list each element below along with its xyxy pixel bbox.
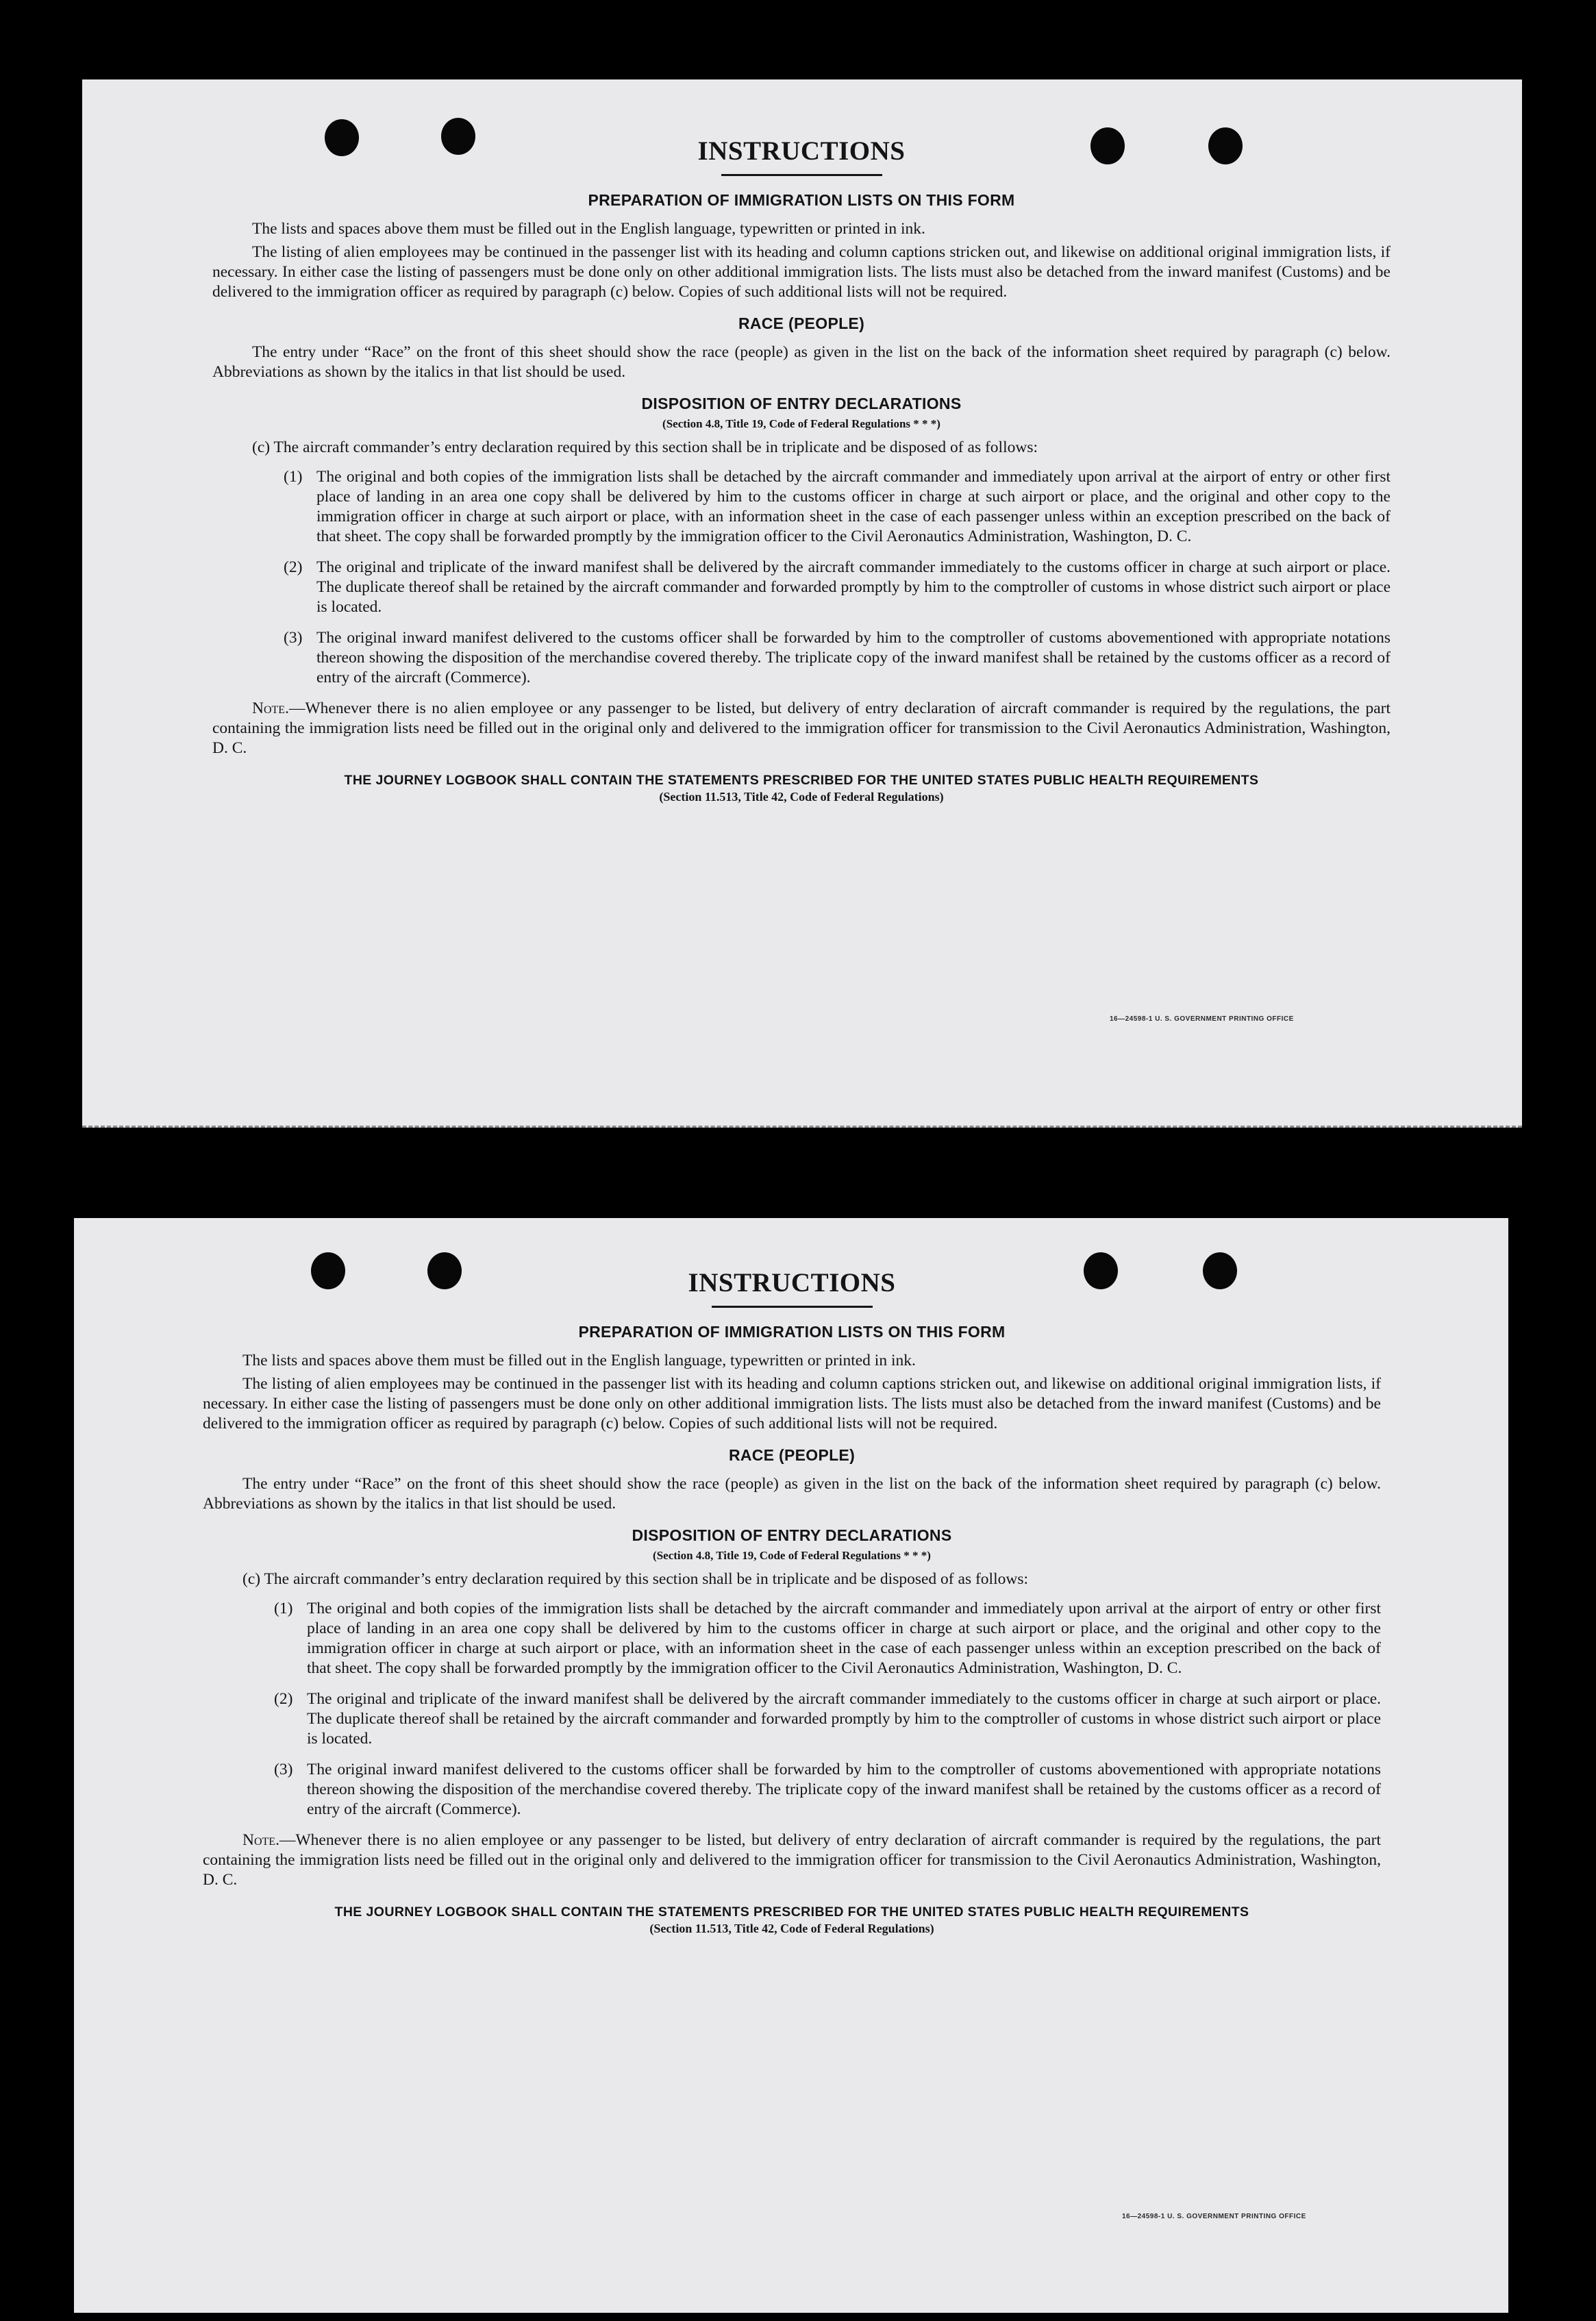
preparation-paragraph-1: The lists and spaces above them must be filled out in the English language, typewritten or printed in ink. [242, 1352, 916, 1369]
title-underline [712, 1306, 873, 1308]
closing-citation: (Section 11.513, Title 42, Code of Federal Regulations) [649, 1922, 934, 1935]
note-label: Note. [252, 699, 289, 717]
race-paragraph: The entry under “Race” on the front of this sheet should show the race (people) as given in the list on the back of the information sheet required by paragraph (c) below. Abbreviations as shown by the italics in that list should be used. [212, 343, 1391, 381]
item-number: (3) [274, 1761, 293, 1778]
note-text: —Whenever there is no alien employee or any passenger to be listed, but delivery of entry declaration of aircraft commander is required by the regulations, the part containing the immigration lists need be filled out in the original only and delivered to the immigration officer for transmission to the Civil Aeronautics Administration, Washington, D. C. [203, 1831, 1381, 1889]
page-title: INSTRUCTIONS [697, 136, 906, 166]
closing-citation: (Section 11.513, Title 42, Code of Federal Regulations) [659, 790, 944, 804]
disposition-citation: (Section 4.8, Title 19, Code of Federal Regulations * * *) [653, 1549, 931, 1562]
note-label: Note. [242, 1831, 279, 1849]
disposition-paragraph-c: (c) The aircraft commander’s entry declaration required by this section shall be in triplicate and be disposed of as follows: [242, 1570, 1028, 1588]
item-number: (1) [274, 1600, 293, 1617]
preparation-paragraph-1: The lists and spaces above them must be filled out in the English language, typewritten or printed in ink. [252, 220, 925, 238]
sheet-content [203, 1267, 1381, 1936]
note-text: —Whenever there is no alien employee or any passenger to be listed, but delivery of entry declaration of aircraft commander is required by the regulations, the part containing the immigration lists need be filled out in the original only and delivered to the immigration officer for transmission to the Civil Aeronautics Administration, Washington, D. C. [212, 699, 1391, 757]
printing-office-imprint: 16—24598-1 U. S. GOVERNMENT PRINTING OFFICE [1122, 2213, 1306, 2220]
item-text: The original and both copies of the immigration lists shall be detached by the aircraft commander and immediately upon arrival at the airport of entry or other first place of landing in an area one copy shall be delivered by him to the customs officer in charge at such airport or place, and the original and other copy to the immigration officer in charge at such airport or place, with an information sheet in the case of each passenger unless within an exception prescribed on the back of that sheet. The copy shall be forwarded promptly by the immigration officer to the Civil Aeronautics Administration, Washington, D. C. [316, 468, 1391, 545]
list-item [203, 1689, 1381, 1749]
item-text: The original inward manifest delivered to the customs officer shall be forwarded by him to the comptroller of customs abovementioned with appropriate notations thereon showing the disposition of the merchandise covered thereby. The triplicate copy of the inward manifest shall be retained by the customs officer as a record of entry of the aircraft (Commerce). [316, 629, 1391, 686]
list-item [212, 628, 1391, 688]
disposition-paragraph-c: (c) The aircraft commander’s entry declaration required by this section shall be in triplicate and be disposed of as follows: [252, 438, 1038, 456]
disposition-citation: (Section 4.8, Title 19, Code of Federal Regulations * * *) [662, 417, 940, 430]
closing-statement: THE JOURNEY LOGBOOK SHALL CONTAIN THE STATEMENTS PRESCRIBED FOR THE UNITED STATES PUBLIC HEALTH REQUIREMENTS [334, 1904, 1249, 1920]
item-number: (3) [284, 629, 303, 647]
list-item [212, 467, 1391, 547]
title-underline [721, 174, 882, 176]
page-title: INSTRUCTIONS [688, 1268, 896, 1298]
item-number: (2) [274, 1690, 293, 1708]
sheet-content [212, 136, 1391, 804]
item-text: The original and triplicate of the inward manifest shall be delivered by the aircraft commander immediately to the customs officer in charge at such airport or place. The duplicate thereof shall be retained by the aircraft commander and forwarded promptly by him to the comptroller of customs in whose district such airport or place is located. [307, 1690, 1381, 1748]
section-heading-disposition: DISPOSITION OF ENTRY DECLARATIONS [641, 395, 962, 412]
list-item [212, 558, 1391, 617]
item-text: The original and triplicate of the inward manifest shall be delivered by the aircraft commander immediately to the customs officer in charge at such airport or place. The duplicate thereof shall be retained by the aircraft commander and forwarded promptly by him to the comptroller of customs in whose district such airport or place is located. [316, 558, 1391, 616]
section-heading-race: RACE (PEOPLE) [738, 314, 865, 332]
perforation-line [82, 1126, 1522, 1128]
instruction-sheet-bottom [74, 1218, 1508, 2313]
note-paragraph [212, 699, 1391, 758]
list-item [203, 1599, 1381, 1678]
item-text: The original inward manifest delivered to the customs officer shall be forwarded by him to the comptroller of customs abovementioned with appropriate notations thereon showing the disposition of the merchandise covered thereby. The triplicate copy of the inward manifest shall be retained by the customs officer as a record of entry of the aircraft (Commerce). [307, 1761, 1381, 1818]
instruction-sheet-top [82, 79, 1522, 1128]
item-number: (2) [284, 558, 303, 576]
preparation-paragraph-2: The listing of alien employees may be continued in the passenger list with its heading and column captions stricken out, and likewise on additional original immigration lists, if necessary. In either case the listing of passengers must be done only on other additional immigration lists. The lists must also be detached from the inward manifest (Customs) and be delivered to the immigration officer as required by paragraph (c) below. Copies of such additional lists will not be required. [212, 243, 1391, 301]
item-text: The original and both copies of the immigration lists shall be detached by the aircraft commander and immediately upon arrival at the airport of entry or other first place of landing in an area one copy shall be delivered by him to the customs officer in charge at such airport or place, and the original and other copy to the immigration officer in charge at such airport or place, with an information sheet in the case of each passenger unless within an exception prescribed on the back of that sheet. The copy shall be forwarded promptly by the immigration officer to the Civil Aeronautics Administration, Washington, D. C. [307, 1600, 1381, 1677]
section-heading-preparation: PREPARATION OF IMMIGRATION LISTS ON THIS FORM [578, 1323, 1006, 1341]
section-heading-preparation: PREPARATION OF IMMIGRATION LISTS ON THIS FORM [588, 191, 1015, 209]
preparation-paragraph-2: The listing of alien employees may be continued in the passenger list with its heading and column captions stricken out, and likewise on additional original immigration lists, if necessary. In either case the listing of passengers must be done only on other additional immigration lists. The lists must also be detached from the inward manifest (Customs) and be delivered to the immigration officer as required by paragraph (c) below. Copies of such additional lists will not be required. [203, 1375, 1381, 1432]
race-paragraph: The entry under “Race” on the front of this sheet should show the race (people) as given in the list on the back of the information sheet required by paragraph (c) below. Abbreviations as shown by the italics in that list should be used. [203, 1475, 1381, 1513]
note-paragraph [203, 1830, 1381, 1890]
section-heading-disposition: DISPOSITION OF ENTRY DECLARATIONS [632, 1526, 952, 1544]
item-number: (1) [284, 468, 303, 486]
section-heading-race: RACE (PEOPLE) [728, 1446, 856, 1464]
printing-office-imprint: 16—24598-1 U. S. GOVERNMENT PRINTING OFFICE [1110, 1015, 1294, 1023]
closing-statement: THE JOURNEY LOGBOOK SHALL CONTAIN THE STATEMENTS PRESCRIBED FOR THE UNITED STATES PUBLIC HEALTH REQUIREMENTS [344, 773, 1259, 788]
list-item [203, 1760, 1381, 1820]
